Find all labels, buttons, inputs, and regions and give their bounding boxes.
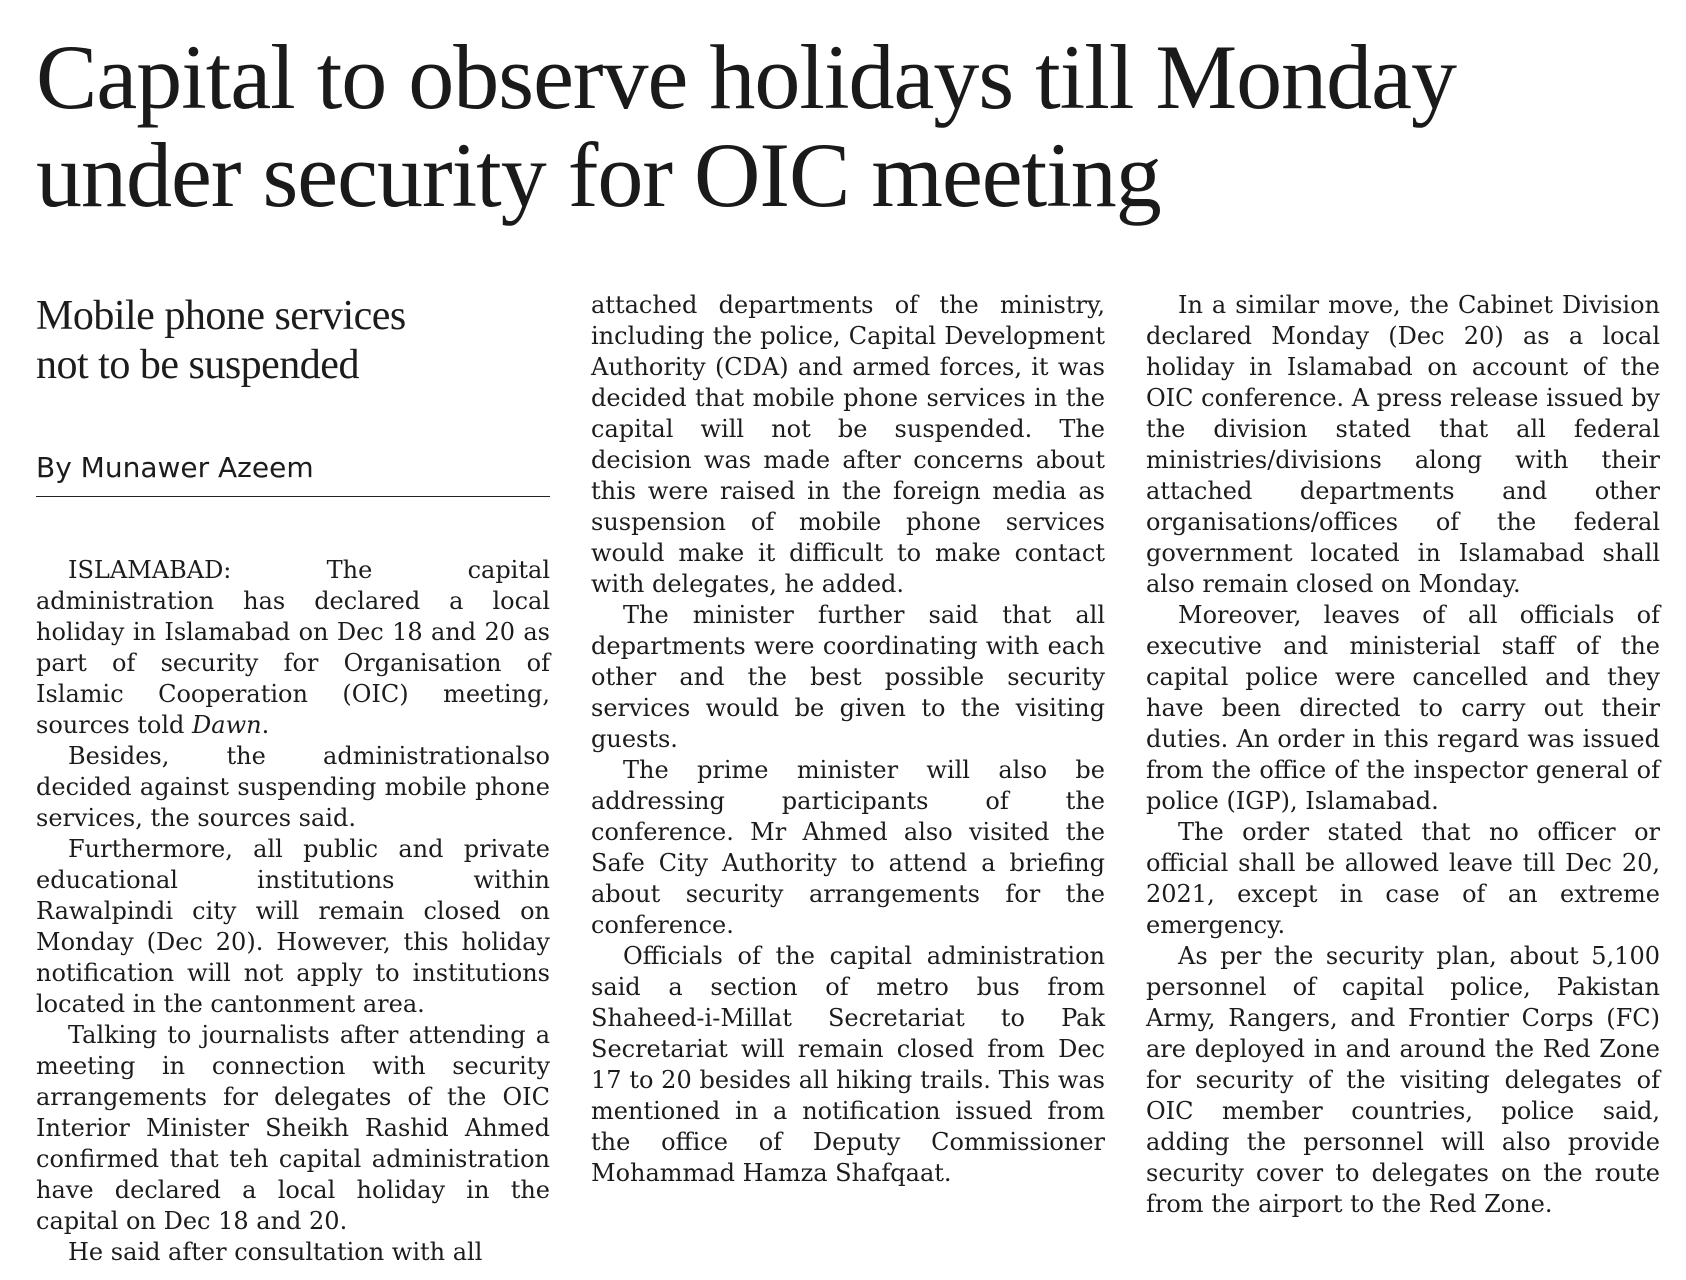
subheadline-line-2: not to be suspended xyxy=(36,342,359,388)
paragraph-continued: attached departments of the ministry, including the police, Capital Development Authority (CDA) and armed forces, it was decided that mobile phone services in the capital will not be suspended. The decision was made after concerns about this were raised in the foreign media as suspension of mobile phone services would make it difficult to make contact with delegates, he added. xyxy=(591,291,1105,598)
paragraph: Furthermore, all public and private educational institutions within Rawalpindi city will remain closed on Monday (Dec 20). However, this holiday notification will not apply to institutions located in the cantonment area. xyxy=(36,835,550,1018)
paragraph: The prime minister will also be addressing participants of the conference. Mr Ahmed also visited the Safe City Authority to attend a briefing about security arrangements for the conference. xyxy=(591,756,1105,939)
paragraph: Moreover, leaves of all officials of executive and ministerial staff of the capital police were cancelled and they have been directed to carry out their duties. An order in this regard was issued from the office of the inspector general of police (IGP), Islamabad. xyxy=(1146,601,1660,815)
article-column-3 xyxy=(1146,290,1660,1220)
article-column-2 xyxy=(591,290,1105,1189)
byline-divider xyxy=(36,496,550,497)
paragraph: Talking to journalists after attending a meeting in connection with security arrangements for delegates of the OIC Interior Minister Sheikh Rashid Ahmed confirmed that teh capital administration have declared a local holiday in the capital on Dec 18 and 20. xyxy=(36,1021,550,1235)
headline-line-2: under security for OIC meeting xyxy=(36,124,1161,226)
paragraph: He said after consultation with all xyxy=(68,1238,483,1266)
paragraph: The minister further said that all departments were coordinating with each other and the best possible security services would be given to the visiting guests. xyxy=(591,601,1105,753)
paragraph: Besides, the administrationalso decided against suspending mobile phone services, the sources said. xyxy=(36,742,550,832)
paragraph-dateline xyxy=(36,555,550,741)
dateline-text: ISLAMABAD: The capital administration has declared a local holiday in Islamabad on Dec 18 and 20 as part of security for Organisation of Islamic Cooperation (OIC) meeting, sources told xyxy=(36,556,550,739)
paragraph: The order stated that no officer or official shall be allowed leave till Dec 20, 2021, except in case of an extreme emergency. xyxy=(1146,818,1660,939)
dawn-italic: Dawn xyxy=(192,711,262,739)
headline xyxy=(36,28,1656,224)
subheadline xyxy=(36,292,550,390)
paragraph: Officials of the capital administration said a section of metro bus from Shaheed-i-Millat Secretariat to Pak Secretariat will remain closed from Dec 17 to 20 besides all hiking trails. This was mentioned in a notification issued from the office of Deputy Commissioner Mohammad Hamza Shafqaat. xyxy=(591,942,1105,1187)
byline: By Munawer Azeem xyxy=(36,451,314,484)
article-column-1 xyxy=(36,292,550,1268)
dateline-end: . xyxy=(261,711,270,739)
paragraph: In a similar move, the Cabinet Division declared Monday (Dec 20) as a local holiday in Islamabad on account of the OIC conference. A press release issued by the division stated that all federal ministries/divisions along with their attached departments and other organisations/offices of the federal government located in Islamabad shall also remain closed on Monday. xyxy=(1146,291,1660,598)
headline-line-1: Capital to observe holidays till Monday xyxy=(36,26,1457,128)
subheadline-line-1: Mobile phone services xyxy=(36,293,406,339)
paragraph: As per the security plan, about 5,100 personnel of capital police, Pakistan Army, Rangers, and Frontier Corps (FC) are deployed in and around the Red Zone for security of the visiting delegates of OIC member countries, police said, adding the personnel will also provide security cover to delegates on the route from the airport to the Red Zone. xyxy=(1146,942,1660,1218)
